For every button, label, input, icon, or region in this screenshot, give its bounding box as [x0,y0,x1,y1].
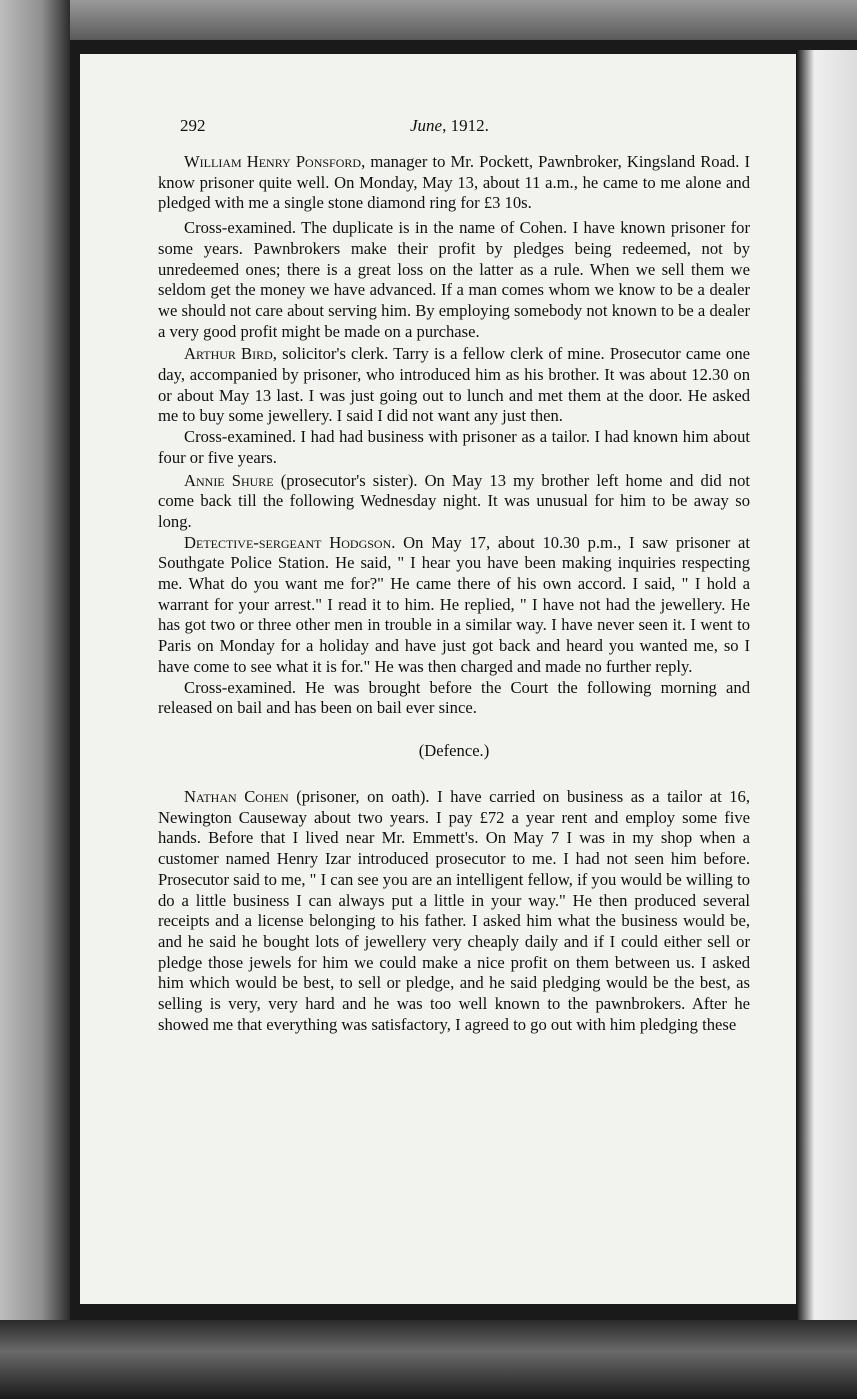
testimony-text: (prosecutor's sister). On May 13 my brother left home and did not come back till the following Wednesday night. It was unusual for him to be away so long. [158,470,751,531]
testimony-text: , manager to Mr. Pockett, Pawnbroker, Kingsland Road. I know prisoner quite well. On Monday, May 13, about 11 a.m., he came to me alone and pledged with me a single stone diamond ring for £3 10s. [158,152,750,213]
defendant-name: Nathan Cohen [184,786,289,806]
page-header [158,116,750,144]
testimony-paragraph [158,533,750,678]
testimony-paragraph [158,344,750,427]
testimony-paragraph [158,152,750,214]
testimony-paragraph [158,427,750,468]
witness-name: Annie Shure [184,470,274,490]
testimony-text: Cross-examined. I had had business with prisoner as a tailor. I had known him about four or five years. [158,427,750,467]
scan-top-border [0,0,857,40]
witness-name: William Henry Ponsford [184,152,362,171]
testimony-paragraph [158,218,750,342]
testimony-text: Cross-examined. He was brought before the Court the following morning and released on bail and has been on bail ever since. [158,677,750,718]
running-title-year: , 1912. [442,116,489,135]
testimony-paragraph [158,678,750,719]
testimony-text: . On May 17, about 10.30 p.m., I saw prisoner at Southgate Police Station. He said, " I hear you have been making inquiries respecting me. What do you want me for?" He came there of his own accord. I said, " I hold a warrant for your arrest." I read it to him. He replied, " I have not had the jewellery. He has got two or three other men in trouble in a similar way. I have never seen it. I went to Paris on Monday for a holiday and have just got back and heard you wanted me, so I have come to see what it is for." He was then charged and made no further reply. [158,532,750,676]
scan-bottom-border [0,1320,857,1399]
testimony-paragraph [158,471,750,533]
book-page [80,54,796,1304]
defence-text: (prisoner, on oath). I have carried on business as a tailor at 16, Newington Causeway about two years. I pay £72 a year rent and employ some five hands. Before that I lived near Mr. Emmett's. On May 7 I was in my shop when a customer named Henry Izar introduced prosecutor to me. I had not seen him before. Prosecutor said to me, " I can see you are an intelligent fellow, if you would be willing to do a little business I can always put a little in your way." He then produced several receipts and a license belonging to his father. I asked him what the business would be, and he said he bought lots of jewellery very cheaply daily and if I could either sell or pledge those jewels for him we could make a nice profit on them between us. I asked him which would be best, to sell or pledge, and he said pledging would be the best, as selling is very, very hard and he was too well known to the pawnbrokers. After he showed me that everything was satisfactory, I agreed to go out with him pledging these [158,786,750,1034]
testimony-text: , solicitor's clerk. Tarry is a fellow clerk of mine. Prosecutor came one day, accompanied by prisoner, who introduced him as his brother. It was about 12.30 on or about May 13 last. I was just going out to lunch and met them at the door. He asked me to buy some jewellery. I said I did not want any just then. [158,344,750,426]
witness-name: Arthur Bird [184,344,273,364]
section-heading: (Defence.) [418,740,490,760]
running-title [410,116,489,136]
book-right-edge [796,50,857,1330]
book-left-edge [0,0,70,1399]
witness-name: Detective-sergeant Hodgson [184,532,392,552]
testimony-text: Cross-examined. The duplicate is in the name of Cohen. I have known prisoner for some years. Pawnbrokers make their profit by pledges being redeemed, not by unredeemed ones; there is a great loss on the latter as a rule. When we sell them we seldom get the money we have advanced. If a man comes whom we know to be a dealer we should not care about serving him. By employing somebody not known to be a dealer a very good profit might be made on a purchase. [158,218,750,341]
page-number: 292 [180,116,206,135]
defence-paragraph [158,787,750,1035]
running-title-month: June [410,116,443,135]
